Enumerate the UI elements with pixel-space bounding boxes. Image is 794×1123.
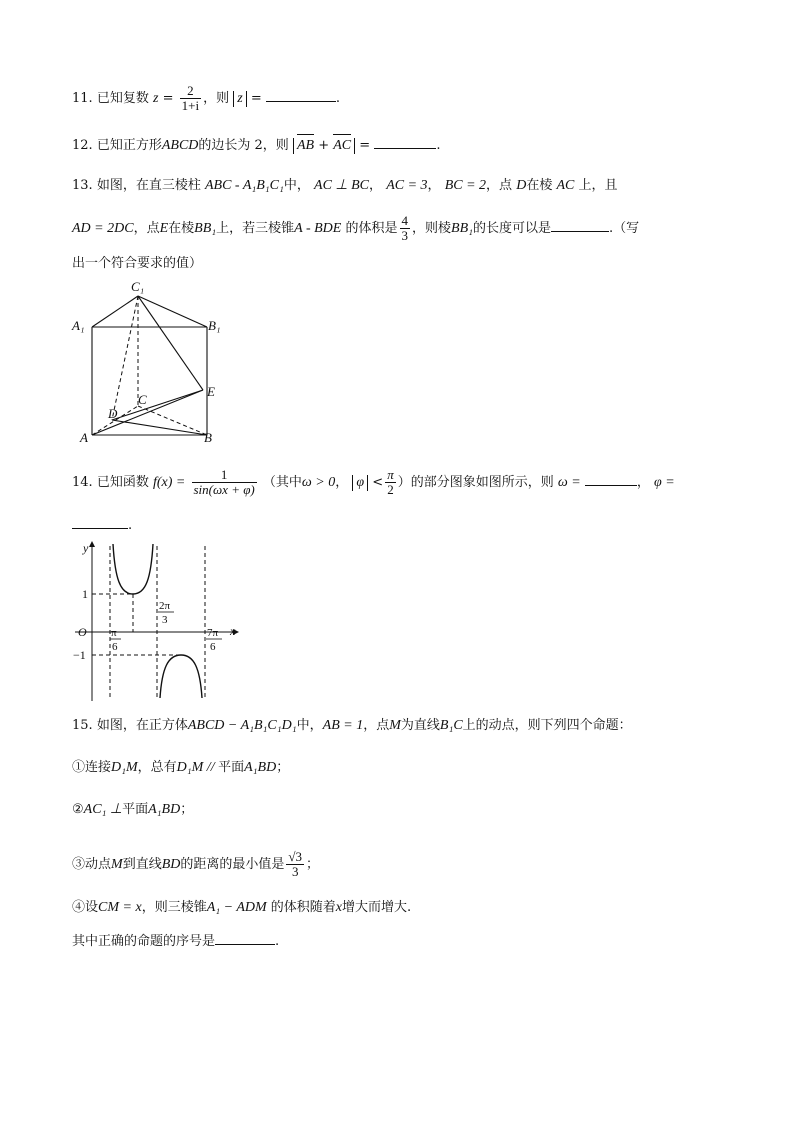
label-origin: O: [78, 625, 87, 639]
q13-cond: AD = 2DC: [72, 221, 134, 236]
q15-final: [72, 930, 279, 952]
q14-lt: <: [372, 475, 384, 490]
tick-y-1: 1: [82, 587, 88, 601]
q13-edge-bb1: BB₁: [194, 221, 217, 236]
q13-text: 在棱: [526, 178, 553, 193]
q15-text: 如图，在正方体: [96, 718, 188, 733]
q15-final-end: .: [275, 934, 280, 949]
q11-num: 2: [180, 84, 201, 99]
q13-edge-ac: AC: [556, 178, 575, 193]
tick-pi6-den: 6: [112, 641, 118, 653]
s2-text: ②: [72, 802, 84, 817]
q13-vol-den: 3: [401, 228, 408, 243]
s3-text: 的距离的最小值是: [180, 857, 285, 872]
edge-de: [112, 390, 203, 420]
q13-sep: ，: [427, 178, 441, 193]
question-13-line3: [72, 254, 202, 274]
q13-text: ，点: [486, 178, 513, 193]
q12-answer-blank[interactable]: [374, 134, 436, 149]
s2-text: 平面: [122, 802, 149, 817]
q13-text: 中，: [283, 178, 310, 193]
label-b: B: [204, 430, 212, 445]
q13-number: 13.: [72, 178, 93, 193]
s4-text: 增大而增大.: [342, 900, 412, 915]
label-x: x: [230, 624, 236, 638]
s4-text: ，则三棱锥: [141, 900, 207, 915]
q15-text: 为直线: [400, 718, 440, 733]
q12-mid: 的边长为 2，则: [198, 138, 289, 153]
s4-pyramid: A₁ − ADM: [206, 900, 267, 915]
s1-text: ，总有: [137, 760, 177, 775]
s4-cm: CM = x: [98, 900, 142, 915]
q13-text: 的体积是: [345, 221, 398, 236]
s1-d1m: D₁M: [111, 760, 138, 775]
edge-db: [112, 420, 207, 435]
tick-2pi3-den: 3: [162, 614, 168, 626]
q14-text: ，: [335, 475, 349, 490]
q14-omega-eq: ω =: [557, 475, 581, 490]
statement-1: [72, 758, 289, 778]
q15-answer-blank[interactable]: [215, 930, 275, 945]
q14-phi-eq: φ =: [654, 475, 675, 490]
q11-abs: z: [233, 91, 246, 107]
q13-text: 上，且: [578, 178, 618, 193]
q15-point-m: M: [389, 718, 401, 733]
question-12: [72, 134, 440, 156]
q15-text: ，点: [363, 718, 390, 733]
q13-point-d: D: [516, 178, 527, 193]
s3-bd: BD: [161, 857, 181, 872]
q11-number: 11.: [72, 91, 93, 106]
statement-3: [72, 850, 319, 879]
q13-vol-num: 4: [401, 213, 408, 228]
q13-prism: ABC - A₁B₁C₁: [204, 178, 284, 193]
q12-vec-ab: AB: [296, 138, 315, 153]
s1-rel: D₁M //: [176, 760, 219, 775]
q13-text: .（写: [609, 221, 640, 236]
q14-omega-blank[interactable]: [585, 471, 637, 486]
q14-text: 已知函数: [96, 475, 149, 490]
label-d: D: [108, 406, 118, 421]
q11-end: .: [335, 91, 341, 106]
s4-text: ④设: [72, 900, 99, 915]
label-e: E: [207, 384, 215, 399]
s4-text: 的体积随着: [270, 900, 336, 915]
q11-den: 1+i: [181, 98, 200, 113]
q12-plus: +: [318, 138, 330, 153]
q15-number: 15.: [72, 718, 93, 733]
q14-den: sin(ωx + φ): [193, 482, 255, 497]
q13-text: 如图，在直三棱柱: [96, 178, 201, 193]
lower-branch: [160, 655, 202, 698]
q12-abs: [293, 138, 355, 154]
q13-text: ，则棱: [412, 221, 452, 236]
q14-phi-blank[interactable]: [72, 514, 128, 529]
q14-function: f(x) =: [152, 475, 186, 490]
q11-mid: ，则: [203, 91, 230, 106]
q15-final-text: 其中正确的命题的序号是: [72, 934, 216, 949]
edge-a1c1: [92, 296, 138, 327]
q13-cond: AC = 3: [386, 178, 428, 193]
s1-text: 平面: [218, 760, 245, 775]
label-c: C: [138, 392, 147, 407]
q11-fraction: [180, 84, 201, 113]
s2-plane: A₁BD: [148, 802, 181, 817]
q14-pi-half: [385, 468, 396, 497]
q12-vec-ac: AC: [333, 138, 352, 153]
s3-text: ；: [306, 857, 320, 872]
q14-text: ）的部分图象如图所示，则: [397, 475, 554, 490]
q11-eq2: =: [250, 91, 262, 106]
q14-text: （其中: [262, 475, 302, 490]
q15-cube: ABCD − A₁B₁C₁D₁: [187, 718, 297, 733]
q11-prefix: 已知复数: [96, 91, 149, 106]
s3-m: M: [111, 857, 123, 872]
q14-omega-cond: ω > 0: [301, 475, 336, 490]
s4-x: x: [335, 900, 343, 915]
q14-pi-num: π: [387, 467, 394, 482]
q11-answer-blank[interactable]: [266, 87, 336, 102]
s1-plane: A₁BD: [244, 760, 277, 775]
q14-end: .: [128, 518, 133, 533]
q11-eq: =: [162, 91, 174, 106]
s2-ac1: AC₁ ⊥: [83, 802, 123, 817]
prism-figure: [70, 280, 230, 448]
s3-text: ③动点: [72, 857, 112, 872]
tick-y-minus1: −1: [73, 648, 86, 662]
tick-7pi6-den: 6: [210, 641, 216, 653]
tick-2pi3-num: 2π: [159, 600, 171, 612]
q13-text: 的长度可以是: [473, 221, 552, 236]
q15-line-b1c: B₁C: [439, 718, 463, 733]
s3-den: 3: [291, 864, 299, 879]
edge-c1d-hidden: [112, 296, 138, 420]
q13-edge-bb1: BB₁: [451, 221, 473, 236]
q15-text: 上的动点，则下列四个命题：: [462, 718, 632, 733]
label-a: A: [80, 430, 88, 445]
upper-branch: [113, 544, 153, 594]
q13-text: 在棱: [168, 221, 195, 236]
q13-pyramid: A - BDE: [294, 221, 342, 236]
question-13-line2: [72, 214, 639, 243]
q15-ab: AB = 1: [322, 718, 364, 733]
question-14-line2: [72, 514, 132, 536]
q14-phi-abs: φ: [352, 475, 368, 491]
s1-text: ；: [276, 760, 290, 775]
q13-cond: AC ⊥ BC: [314, 178, 370, 193]
q14-pi-den: 2: [387, 482, 394, 497]
question-13-line1: [72, 176, 618, 196]
q13-text: 上，若三棱锥: [216, 221, 295, 236]
q13-text: 出一个符合要求的值）: [72, 256, 203, 271]
q12-end: .: [436, 138, 441, 153]
statement-4: [72, 898, 411, 918]
q13-cond: BC = 2: [444, 178, 487, 193]
s1-text: ①连接: [72, 760, 112, 775]
q14-num: 1: [192, 468, 257, 483]
q12-prefix: 已知正方形: [96, 138, 162, 153]
question-15: [72, 716, 632, 736]
s3-text: 到直线: [122, 857, 162, 872]
q13-answer-blank[interactable]: [551, 217, 609, 232]
label-b1: B₁: [208, 318, 221, 333]
question-14: [72, 468, 675, 497]
q12-eq: =: [359, 138, 371, 153]
statement-2: [72, 800, 193, 820]
q13-volume: [400, 214, 411, 243]
s3-fraction: [286, 850, 304, 879]
q15-text: 中，: [296, 718, 323, 733]
q11-var: z: [152, 91, 159, 106]
s2-text: ；: [180, 802, 194, 817]
label-a1: A₁: [72, 318, 85, 333]
q14-text: ，: [636, 475, 650, 490]
q13-sep: ，: [369, 178, 383, 193]
s3-num: √3: [288, 849, 303, 864]
function-graph: [70, 538, 250, 706]
question-11: [72, 84, 340, 113]
tick-pi6-num: π: [111, 627, 117, 639]
q13-point-e: E: [159, 221, 169, 236]
tick-7pi6-num: 7π: [207, 627, 219, 639]
q13-text: ，点: [133, 221, 160, 236]
q12-square-name: ABCD: [161, 138, 199, 153]
q14-number: 14.: [72, 475, 93, 490]
edge-cb-hidden: [138, 406, 207, 435]
label-y: y: [83, 541, 89, 555]
label-c1: C₁: [131, 280, 145, 294]
q12-number: 12.: [72, 138, 93, 153]
q14-fraction: [192, 468, 257, 497]
